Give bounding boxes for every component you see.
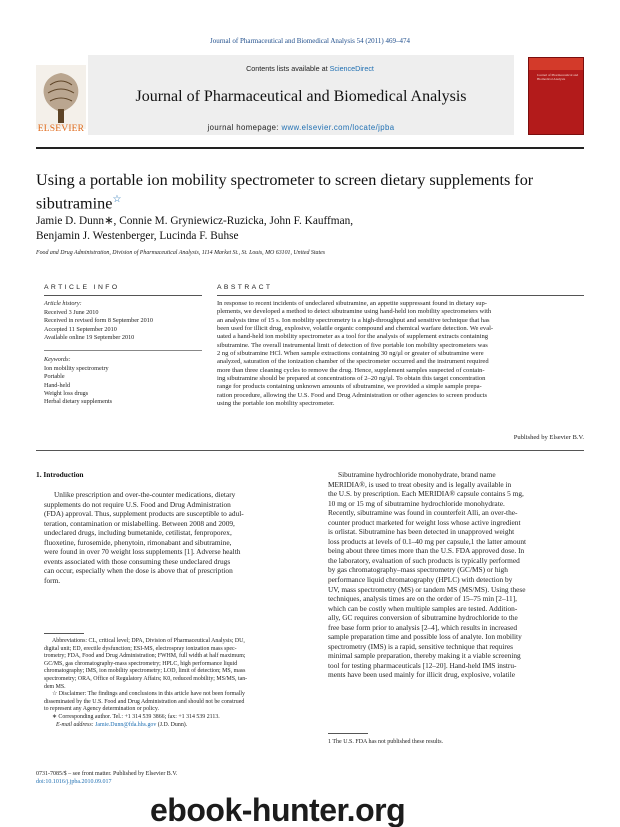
article-title — [36, 171, 576, 213]
abbreviations-footnote — [44, 638, 306, 729]
cover-title: Journal of Pharmaceutical and Biomedical Analysis — [537, 73, 579, 81]
footnote-rule-left — [44, 633, 84, 634]
abstract-rule — [217, 295, 584, 296]
keyword-item: Weight loss drugs — [44, 389, 89, 397]
keyword-item: Hand-held — [44, 381, 71, 389]
authors-line-2: Benjamin J. Westenberger, Lucinda F. Buhse — [36, 229, 239, 242]
keyword-item: Portable — [44, 373, 65, 381]
abstract-line: uated a hand-held ion mobility spectrometer as a tool for the analysis of supplement extracts containing — [217, 333, 489, 341]
abstract-line: analyzed, saturation of the ionization chamber of the spectrometer occurred and the instrument required — [217, 358, 489, 366]
keyword-item: Ion mobility spectrometry — [44, 365, 109, 372]
body-text-line: MERIDIA®, is used to treat obesity and is legally available in — [328, 479, 512, 489]
elsevier-wordmark: ELSEVIER — [37, 124, 85, 134]
body-text-line: fluoxetine, furosemide, phenytoin, rimonabant and sibutramine, — [44, 537, 232, 547]
homepage-prefix: journal homepage: — [207, 123, 282, 132]
introduction-heading: 1. Introduction — [36, 470, 84, 479]
journal-title: Journal of Pharmaceutical and Biomedical Analysis — [135, 88, 467, 105]
affiliation: Food and Drug Administration, Division of Pharmaceutical Analysis, 1114 Market St., St. Louis, MO 63101, United States — [36, 250, 326, 256]
body-text-line: undeclared drugs, including bumetanide, cetilistat, fenproporex, — [44, 528, 232, 538]
body-text-line: teration, contamination or mislabelling. Between 2008 and 2009, — [44, 518, 235, 528]
history-item: Available online 19 September 2010 — [44, 333, 135, 341]
history-label: Article history: — [44, 300, 82, 307]
journal-reference[interactable]: Journal of Pharmaceutical and Biomedical Analysis 54 (2011) 469–474 — [210, 37, 410, 45]
body-text-line: is orlistat. Sibutramine has been detected in unapproved weight — [328, 527, 515, 537]
keywords-rule — [44, 350, 202, 351]
abbreviation-line: trometry; FDA, Food and Drug Administration; FWHM, full width at half maximum; — [44, 653, 246, 660]
abstract-line: using the portable ion mobility spectrometer. — [217, 400, 335, 408]
body-text-line: events associated with those consuming these undeclared drugs — [44, 556, 231, 566]
email-label: E-mail address: — [56, 721, 96, 728]
body-text-line: can occur, especially when the dose is above that of prescription — [44, 566, 233, 576]
body-text-line: tool for testing pharmaceuticals [12–20]. Hand-held IMS instru- — [328, 660, 517, 670]
homepage-link[interactable]: www.elsevier.com/locate/jpba — [281, 123, 395, 132]
contents-prefix: Contents lists available at — [246, 64, 330, 73]
history-item: Received 3 June 2010 — [44, 309, 99, 316]
authors-line-1: Jamie D. Dunn∗, Connie M. Gryniewicz-Ruzicka, John F. Kauffman, — [36, 215, 354, 227]
footnote-1: 1 The U.S. FDA has not published these results. — [328, 739, 444, 745]
abstract-line: 2 ng of sibutramine HCl. When sample extractions containing 30 ng/μl or greater of sibutramine were — [217, 350, 484, 358]
history-item: Accepted 11 September 2010 — [44, 325, 117, 333]
introduction-right-column — [328, 470, 584, 680]
body-text-line: being about three times more than the U.S. FDA approved dose. In — [328, 546, 525, 556]
abstract-line: been used for illicit drug, explosive, volatile organic compound and chemical warfare detection. We eval- — [217, 325, 494, 333]
watermark: ebook-hunter.org — [150, 792, 406, 827]
body-text-line: supplements do not require U.S. Food and Drug Administration — [44, 499, 231, 509]
contents-line — [100, 64, 520, 73]
body-text-line: ments have been used mainly for illicit drug, explosive, volatile — [328, 670, 516, 680]
article-info-rule — [44, 295, 202, 296]
abstract-heading: ABSTRACT — [217, 284, 273, 291]
body-text-line: ally, GC requires conversion of sibutramine hydrochloride to the — [328, 613, 518, 623]
body-text-line: counter product marketed for weight loss whose active ingredient — [328, 517, 521, 527]
journal-cover-thumbnail[interactable] — [528, 57, 584, 135]
article-info-heading: ARTICLE INFO — [44, 284, 120, 291]
corresponding-author: ∗ Corresponding author. Tel.: +1 314 539 3866; fax: +1 314 539 2113. — [52, 713, 220, 720]
abstract-line: more than three cleaning cycles to remove the drug. Hence, supplement samples suspected of contain- — [217, 366, 485, 374]
body-text-line: spectrometry (IMS) is a rapid, sensitive technique that requires — [328, 641, 513, 651]
disclaimer-line: ☆ Disclaimer: The findings and conclusions in this article have not been formally — [52, 691, 245, 698]
article-title-line-2: sibutramine — [36, 194, 113, 213]
header-divider — [36, 147, 584, 149]
body-text-line: 10 mg or 15 mg of sibutramine hydrochloride monohydrate. — [328, 498, 505, 508]
journal-homepage — [88, 123, 514, 132]
issn-line: 0731-7085/$ – see front matter. Published by Elsevier B.V. — [36, 771, 178, 777]
introduction-left-column — [44, 490, 306, 585]
abstract-line: plements, we developed a method to detect sibutramine using hand-held ion mobility spectrometers with — [217, 308, 492, 316]
keyword-item: Herbal dietary supplements — [44, 398, 113, 406]
body-text-line: Sibutramine hydrochloride monohydrate, brand name — [338, 470, 496, 479]
authors — [36, 214, 576, 243]
abstract-line: range for products containing unknown amounts of sibutramine, we provided a simple sample prepa- — [217, 383, 482, 391]
body-text-line: techniques, analysis times are on the order of 15–75 min [2–11], — [328, 594, 517, 604]
history-item: Received in revised form 8 September 2010 — [44, 317, 153, 325]
body-text-line: which can be costly when multiple samples are tested. Addition- — [328, 603, 518, 613]
disclaimer-line: to represent any Agency determination or policy. — [44, 706, 159, 713]
abbreviation-line: chromatography; IMS, ion mobility spectrometry; LOD, limit of detection; MS, mass — [44, 668, 246, 675]
body-text-line: UV, mass spectrometry (MS) or tandem MS (MS/MS). Using these — [328, 584, 526, 594]
abbreviation-line: Abbreviations: CL, critical level; DPA, Division of Pharmaceutical Analysis; DU, — [52, 638, 245, 644]
title-footnote-star[interactable]: ☆ — [112, 194, 122, 205]
abstract-line: In response to recent incidents of undeclared sibutramine, an appetite suppressant found in dietary sup- — [217, 300, 487, 307]
abbreviation-line: spectrometry; ORA, Office of Regulatory Affairs; K0, reduced mobility; MS/MS, tan- — [44, 675, 248, 682]
body-text-line: minimal sample preparation, thereby making it a viable screening — [328, 651, 521, 661]
cover-strip — [529, 58, 583, 70]
body-text-line: Unlike prescription and over-the-counter medications, dietary — [54, 490, 236, 499]
body-text-line: Recently, sibutramine was found in counterfeit Alli, an over-the- — [328, 508, 518, 518]
article-title-line-1: Using a portable ion mobility spectrometer to screen dietary supplements for — [36, 171, 534, 189]
abbreviation-line: GC/MS, gas chromatography-mass spectrometry; HPLC, high performance liquid — [44, 660, 238, 667]
body-text-line: performance liquid chromatography (HPLC) with detection by — [328, 575, 513, 585]
body-text-line: were found in over 70 weight loss supplements [1]. Adverse health — [44, 547, 241, 557]
body-text-line: sample preparation time and possible loss of analyte. Ion mobility — [328, 632, 522, 642]
disclaimer-line: disseminated by the U.S. Food and Drug Administration and should not be construed — [44, 698, 245, 705]
issn-block — [36, 770, 177, 786]
abstract-bottom-rule — [36, 450, 584, 451]
body-text-line: the U.S. by prescription. Each MERIDIA® capsule contains 5 mg, — [328, 489, 524, 499]
email-suffix: (J.D. Dunn). — [156, 721, 188, 728]
body-text-line: loss products at levels of 0.1–40 mg per capsule,1 the latter amount — [328, 536, 527, 546]
sciencedirect-link[interactable]: ScienceDirect — [329, 64, 374, 73]
abstract-body — [217, 300, 584, 408]
email-line — [44, 722, 306, 730]
body-text-line: form. — [44, 575, 61, 585]
body-text-line: the laboratory, evaluation of such products is typically performed — [328, 555, 520, 565]
footnote-rule-right — [328, 733, 368, 734]
body-text-line: by gas chromatography–mass spectrometry (GC/MS) or high — [328, 565, 508, 575]
abbreviation-line: digital unit; ED, erectile dysfunction; ESI-MS, electrospray ionization mass spec- — [44, 645, 237, 652]
abstract-line: an analysis time of 15 s. Ion mobility spectrometry is a high-throughput and sensitive technique that has — [217, 316, 490, 324]
abstract-line: sibutramine. The overall instrumental limit of detection of five portable ion mobility spectrometers was — [217, 341, 488, 349]
body-text-line: free base form prior to analysis [2–4], which results in increased — [328, 622, 518, 632]
abstract-line: ing sibutramine should be prepared at concentrations of 2–20 ng/μl. To obtain this target concentration — [217, 375, 486, 383]
body-text-line: (FDA) approval. Thus, supplement products are susceptible to adul- — [44, 509, 244, 519]
keywords-label: Keywords: — [44, 356, 71, 363]
abstract-line: ration procedure, allowing the U.S. Food and Drug Administration or other agencies to screen products — [217, 391, 487, 399]
abbreviation-line: dem MS. — [44, 683, 66, 690]
published-by: Published by Elsevier B.V. — [513, 434, 584, 441]
doi-link[interactable]: doi:10.1016/j.jpba.2010.09.017 — [36, 779, 112, 785]
email-link[interactable]: Jamie.Dunn@fda.hhs.gov — [95, 721, 157, 728]
